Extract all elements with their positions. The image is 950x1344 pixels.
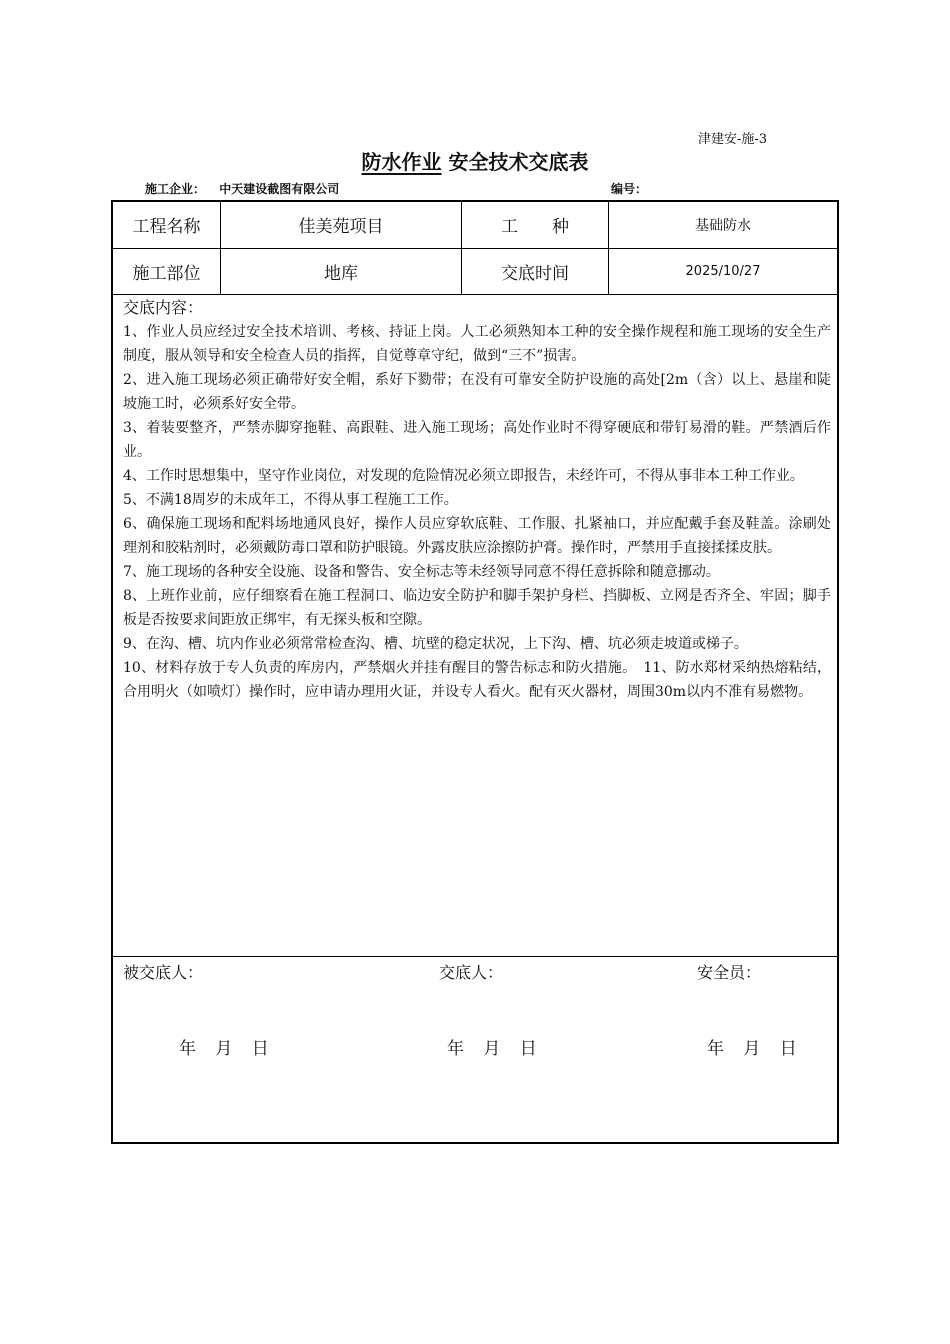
content-item: 2、进入施工现场必须正确带好安全帽，系好下勠带；在没有可靠安全防护设施的高处[2m（含）以上、悬崖和陡坡施工时，必须系好安全带。 [123,372,831,412]
page-title [0,146,950,175]
disclosure-table [111,200,839,1144]
project-name-label: 工程名称 [132,217,201,237]
disclosure-time-label: 交底时间 [501,264,569,284]
title-rest: 安全技术交底表 [448,150,589,174]
disclosure-content [123,296,831,704]
content-item: 5、不满18周岁的未成年工，不得从事工程施工工作。 [123,492,458,508]
content-item: 4、工作时思想集中，坚守作业岗位，对发现的危险情况必须立即报告，未经许可，不得从事非本工种工作业。 [123,468,804,484]
recipient-signature-label: 被交底人： [123,963,204,982]
disclosure-time-value: 2025/10/27 [685,264,761,279]
location-label: 施工部位 [132,264,201,284]
content-item: 9、在沟、槽、坑内作业必须常常检查沟、槽、坑壁的稳定状况，上下沟、槽、坑必须走坡道或梯子。 [123,636,748,652]
trade-label: 工 种 [501,217,569,237]
row-divider [113,956,837,957]
safety-officer-date: 年 月 日 [707,1039,797,1059]
safety-officer-signature-label: 安全员： [697,963,762,982]
project-name-value: 佳美苑项目 [298,217,384,237]
recipient-date: 年 月 日 [179,1039,269,1059]
trade-value: 基础防水 [695,217,751,234]
content-item: 8、上班作业前，应仔细察看在施工程洞口、临边安全防护和脚手架护身栏、挡脚板、立网是否齐全、牢固；脚手板是否按要求间距放正绑牢，有无探头板和空隙。 [123,588,831,628]
company-line [145,180,339,197]
row-divider [113,294,837,295]
title-underlined: 防水作业 [361,150,442,174]
content-item: 6、确保施工现场和配料场地通风良好，操作人员应穿软底鞋、工作服、扎紧袖口，并应配戴手套及鞋盖。涂刷处理剂和胶粘剂时，必须戴防毒口罩和防护眼镜。外露皮肤应涂擦防护膏。操作时，严禁用手直接揉揉皮肤。 [123,516,831,556]
content-item: 10、材料存放于专人负责的库房内，严禁烟火并挂有醒目的警告标志和防火措施。 11、防水郑材采纳热熔粘结，合用明火（如喷灯）操作时，应申请办理用火证，并设专人看火。配有灭火器材，周围30m以内不准有易燃物。 [123,660,831,700]
content-item: 1、作业人员应经过安全技术培训、考核、持证上岗。人工必须熟知本工种的安全操作规程和施工现场的安全生产制度，服从领导和安全检查人员的指挥，自觉尊章守纪，做到“三不”损害。 [123,324,831,364]
form-code: 津建安-施-3 [698,132,768,147]
number-label: 编号： [611,182,648,196]
company-name: 中天建设截图有限公司 [219,182,340,196]
content-item: 7、施工现场的各种安全设施、设备和警告、安全标志等未经领导同意不得任意拆除和随意挪动。 [123,564,720,580]
presenter-date: 年 月 日 [447,1039,537,1059]
content-heading: 交底内容： [123,298,204,317]
content-item: 3、着装要整齐，严禁赤脚穿拖鞋、高跟鞋、进入施工现场；高处作业时不得穿硬底和带钉易滑的鞋。严禁酒后作业。 [123,420,831,460]
company-label: 施工企业： [145,182,206,196]
presenter-signature-label: 交底人： [439,963,504,982]
location-value: 地库 [324,264,358,284]
